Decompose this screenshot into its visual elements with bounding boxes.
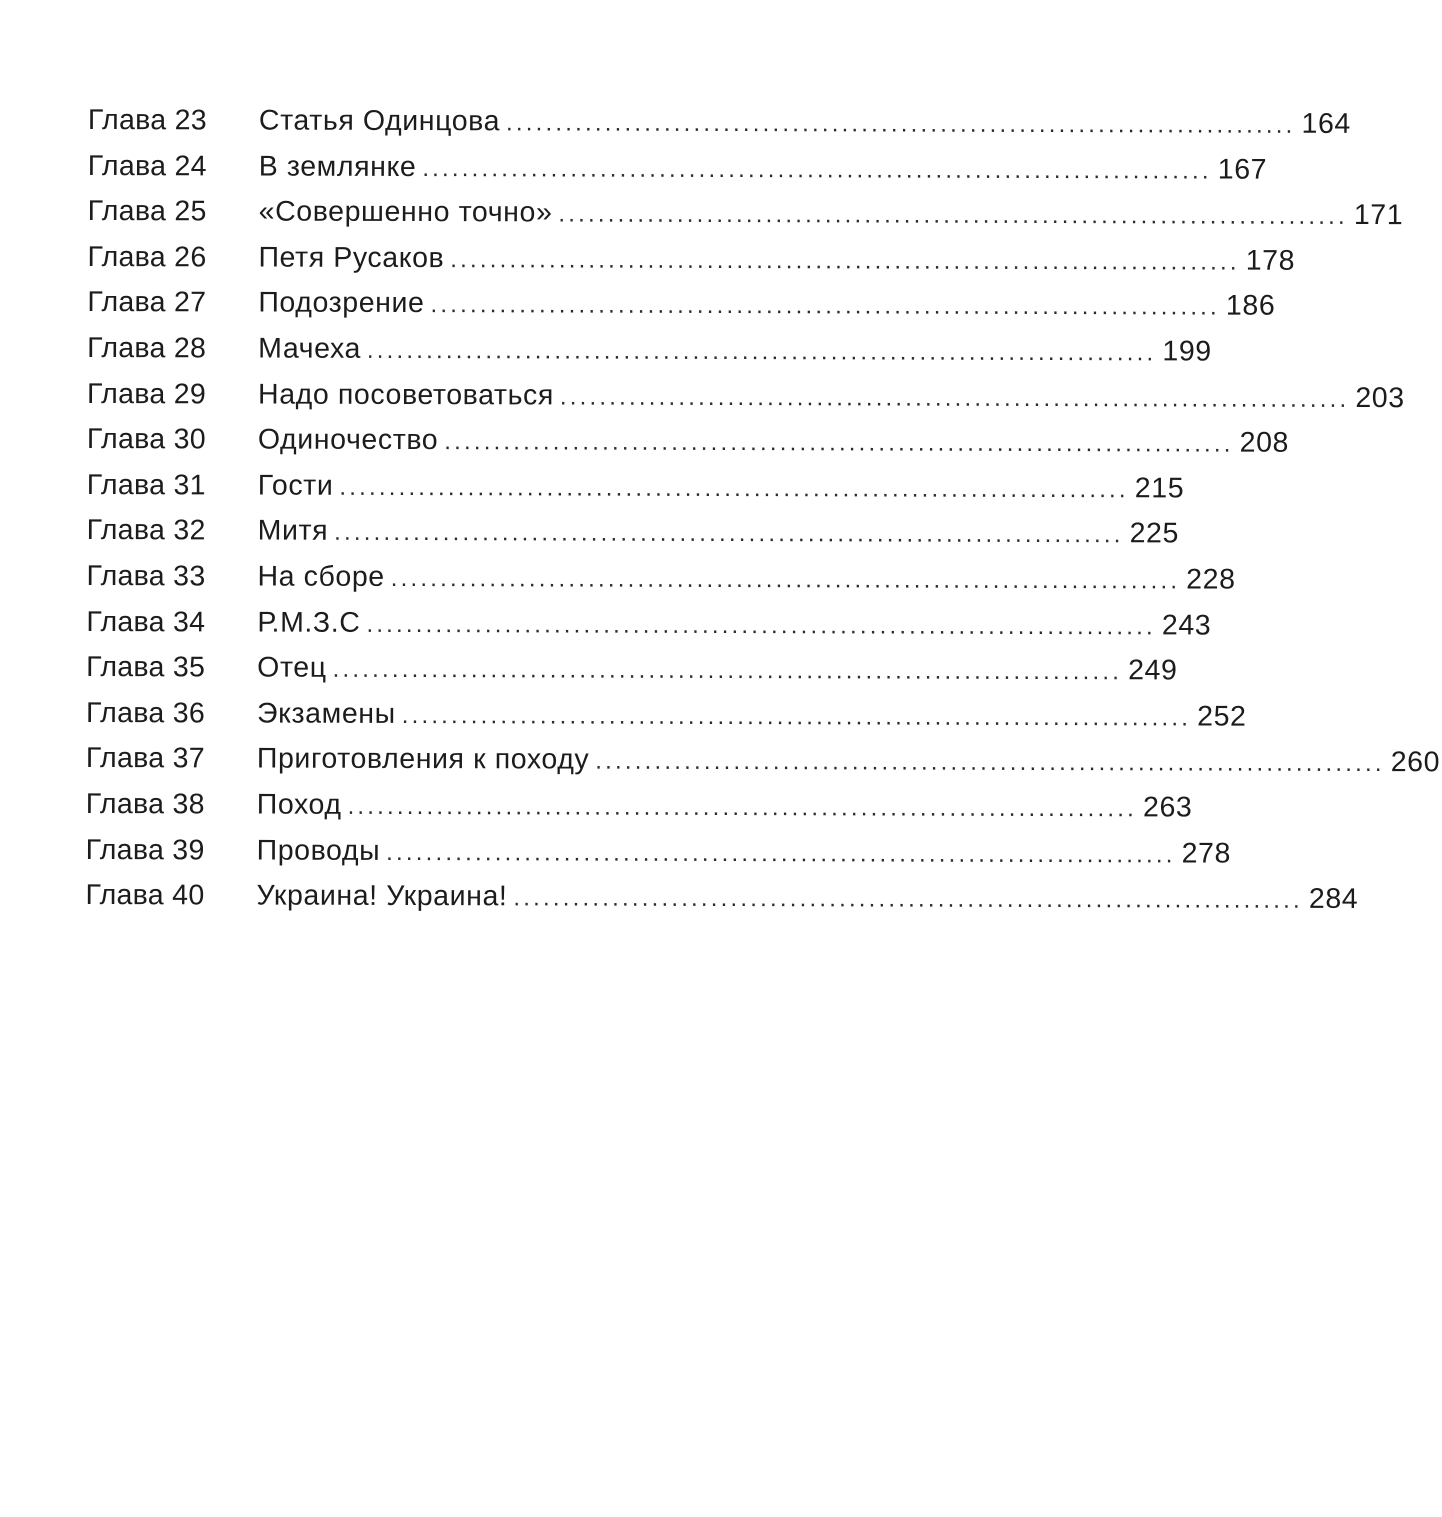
page-number: 228 [1186, 563, 1236, 596]
chapter-label: Глава 32 [86, 514, 206, 547]
toc-entry [85, 827, 1232, 875]
chapter-title: Экзамены [257, 697, 396, 730]
page-number: 171 [1353, 199, 1404, 232]
chapter-title: На сборе [257, 560, 385, 593]
dot-leader: ................................................................................ [339, 473, 1129, 504]
chapter-label: Глава 40 [85, 879, 205, 912]
page-number: 203 [1355, 381, 1405, 414]
dot-leader: ................................................................................ [334, 519, 1124, 549]
dot-leader: ................................................................................ [347, 792, 1138, 823]
chapter-label: Глава 28 [87, 331, 207, 365]
chapter-label: Глава 36 [86, 696, 206, 730]
page-number: 252 [1197, 700, 1247, 733]
dot-leader: ................................................................................ [422, 154, 1212, 185]
chapter-title: Мачеха [258, 332, 362, 365]
chapter-label: Глава 34 [86, 605, 206, 638]
dot-leader: ................................................................................ [506, 109, 1296, 139]
dot-leader: ................................................................................ [558, 200, 1348, 231]
chapter-title: Р.М.З.С [257, 606, 361, 639]
page-number: 208 [1239, 426, 1290, 459]
page-number: 215 [1134, 472, 1185, 505]
chapter-title: «Совершенно точно» [258, 195, 553, 229]
page-number: 249 [1128, 654, 1178, 687]
toc-entry [86, 691, 1247, 739]
chapter-title: В землянке [258, 150, 417, 183]
chapter-title: Надо посоветоваться [258, 378, 554, 412]
toc-entry [85, 782, 1193, 830]
table-of-contents [85, 98, 1441, 921]
chapter-title: Поход [256, 788, 342, 821]
chapter-label: Глава 31 [86, 468, 206, 502]
toc-entry [86, 645, 1178, 693]
chapter-label: Глава 33 [86, 559, 206, 593]
page-number: 263 [1142, 791, 1193, 824]
chapter-title: Петя Русаков [258, 241, 445, 274]
chapter-label: Глава 38 [85, 787, 205, 821]
chapter-title: Подозрение [258, 286, 425, 320]
page-number: 178 [1245, 244, 1296, 277]
page-number: 284 [1308, 882, 1359, 916]
chapter-label: Глава 27 [87, 286, 207, 319]
page-number: 278 [1181, 836, 1232, 870]
page-number: 199 [1162, 335, 1212, 368]
chapter-title: Украина! Украина! [256, 879, 508, 913]
page-number: 243 [1161, 608, 1212, 642]
toc-entry [86, 508, 1180, 556]
dot-leader: ................................................................................ [430, 291, 1220, 321]
dot-leader: ................................................................................ [332, 655, 1123, 686]
dot-leader: ................................................................................ [366, 610, 1156, 640]
dot-leader: ................................................................................ [386, 838, 1176, 868]
chapter-title: Одиночество [257, 423, 439, 457]
chapter-label: Глава 35 [86, 651, 206, 684]
toc-entry [87, 326, 1212, 374]
toc-entry [85, 873, 1359, 921]
toc-entry [87, 189, 1404, 237]
page-number: 225 [1129, 517, 1180, 550]
chapter-label: Глава 23 [87, 103, 207, 137]
dot-leader: ................................................................................ [401, 701, 1192, 732]
dot-leader: ................................................................................ [513, 884, 1303, 914]
page-number: 164 [1301, 107, 1351, 140]
dot-leader: ................................................................................ [595, 747, 1385, 778]
toc-entry [87, 235, 1296, 283]
page-number: 167 [1217, 153, 1268, 186]
chapter-label: Глава 25 [87, 195, 207, 228]
toc-entry [87, 144, 1268, 192]
chapter-title: Статья Одинцова [258, 104, 501, 138]
chapter-title: Митя [257, 514, 329, 548]
chapter-title: Проводы [256, 834, 381, 867]
chapter-label: Глава 39 [85, 833, 205, 866]
toc-entry [87, 372, 1405, 420]
page-number: 260 [1390, 746, 1441, 779]
chapter-title: Приготовления к походу [256, 742, 590, 776]
chapter-title: Отец [257, 651, 327, 684]
dot-leader: ................................................................................ [366, 336, 1157, 367]
toc-entry [86, 600, 1212, 648]
toc-entry [86, 463, 1185, 511]
chapter-label: Глава 26 [87, 240, 207, 274]
toc-entry [87, 280, 1276, 328]
dot-leader: ................................................................................ [444, 428, 1234, 458]
chapter-label: Глава 29 [87, 377, 207, 410]
toc-entry [87, 98, 1351, 146]
chapter-label: Глава 24 [87, 149, 207, 182]
dot-leader: ................................................................................ [559, 383, 1350, 413]
toc-entry [86, 417, 1290, 465]
chapter-label: Глава 30 [86, 423, 206, 456]
chapter-label: Глава 37 [85, 742, 205, 775]
page-number: 186 [1225, 289, 1276, 323]
dot-leader: ................................................................................ [390, 564, 1181, 595]
toc-entry [86, 554, 1236, 602]
toc-entry [85, 736, 1441, 784]
chapter-title: Гости [257, 469, 334, 502]
dot-leader: ................................................................................ [450, 245, 1240, 276]
